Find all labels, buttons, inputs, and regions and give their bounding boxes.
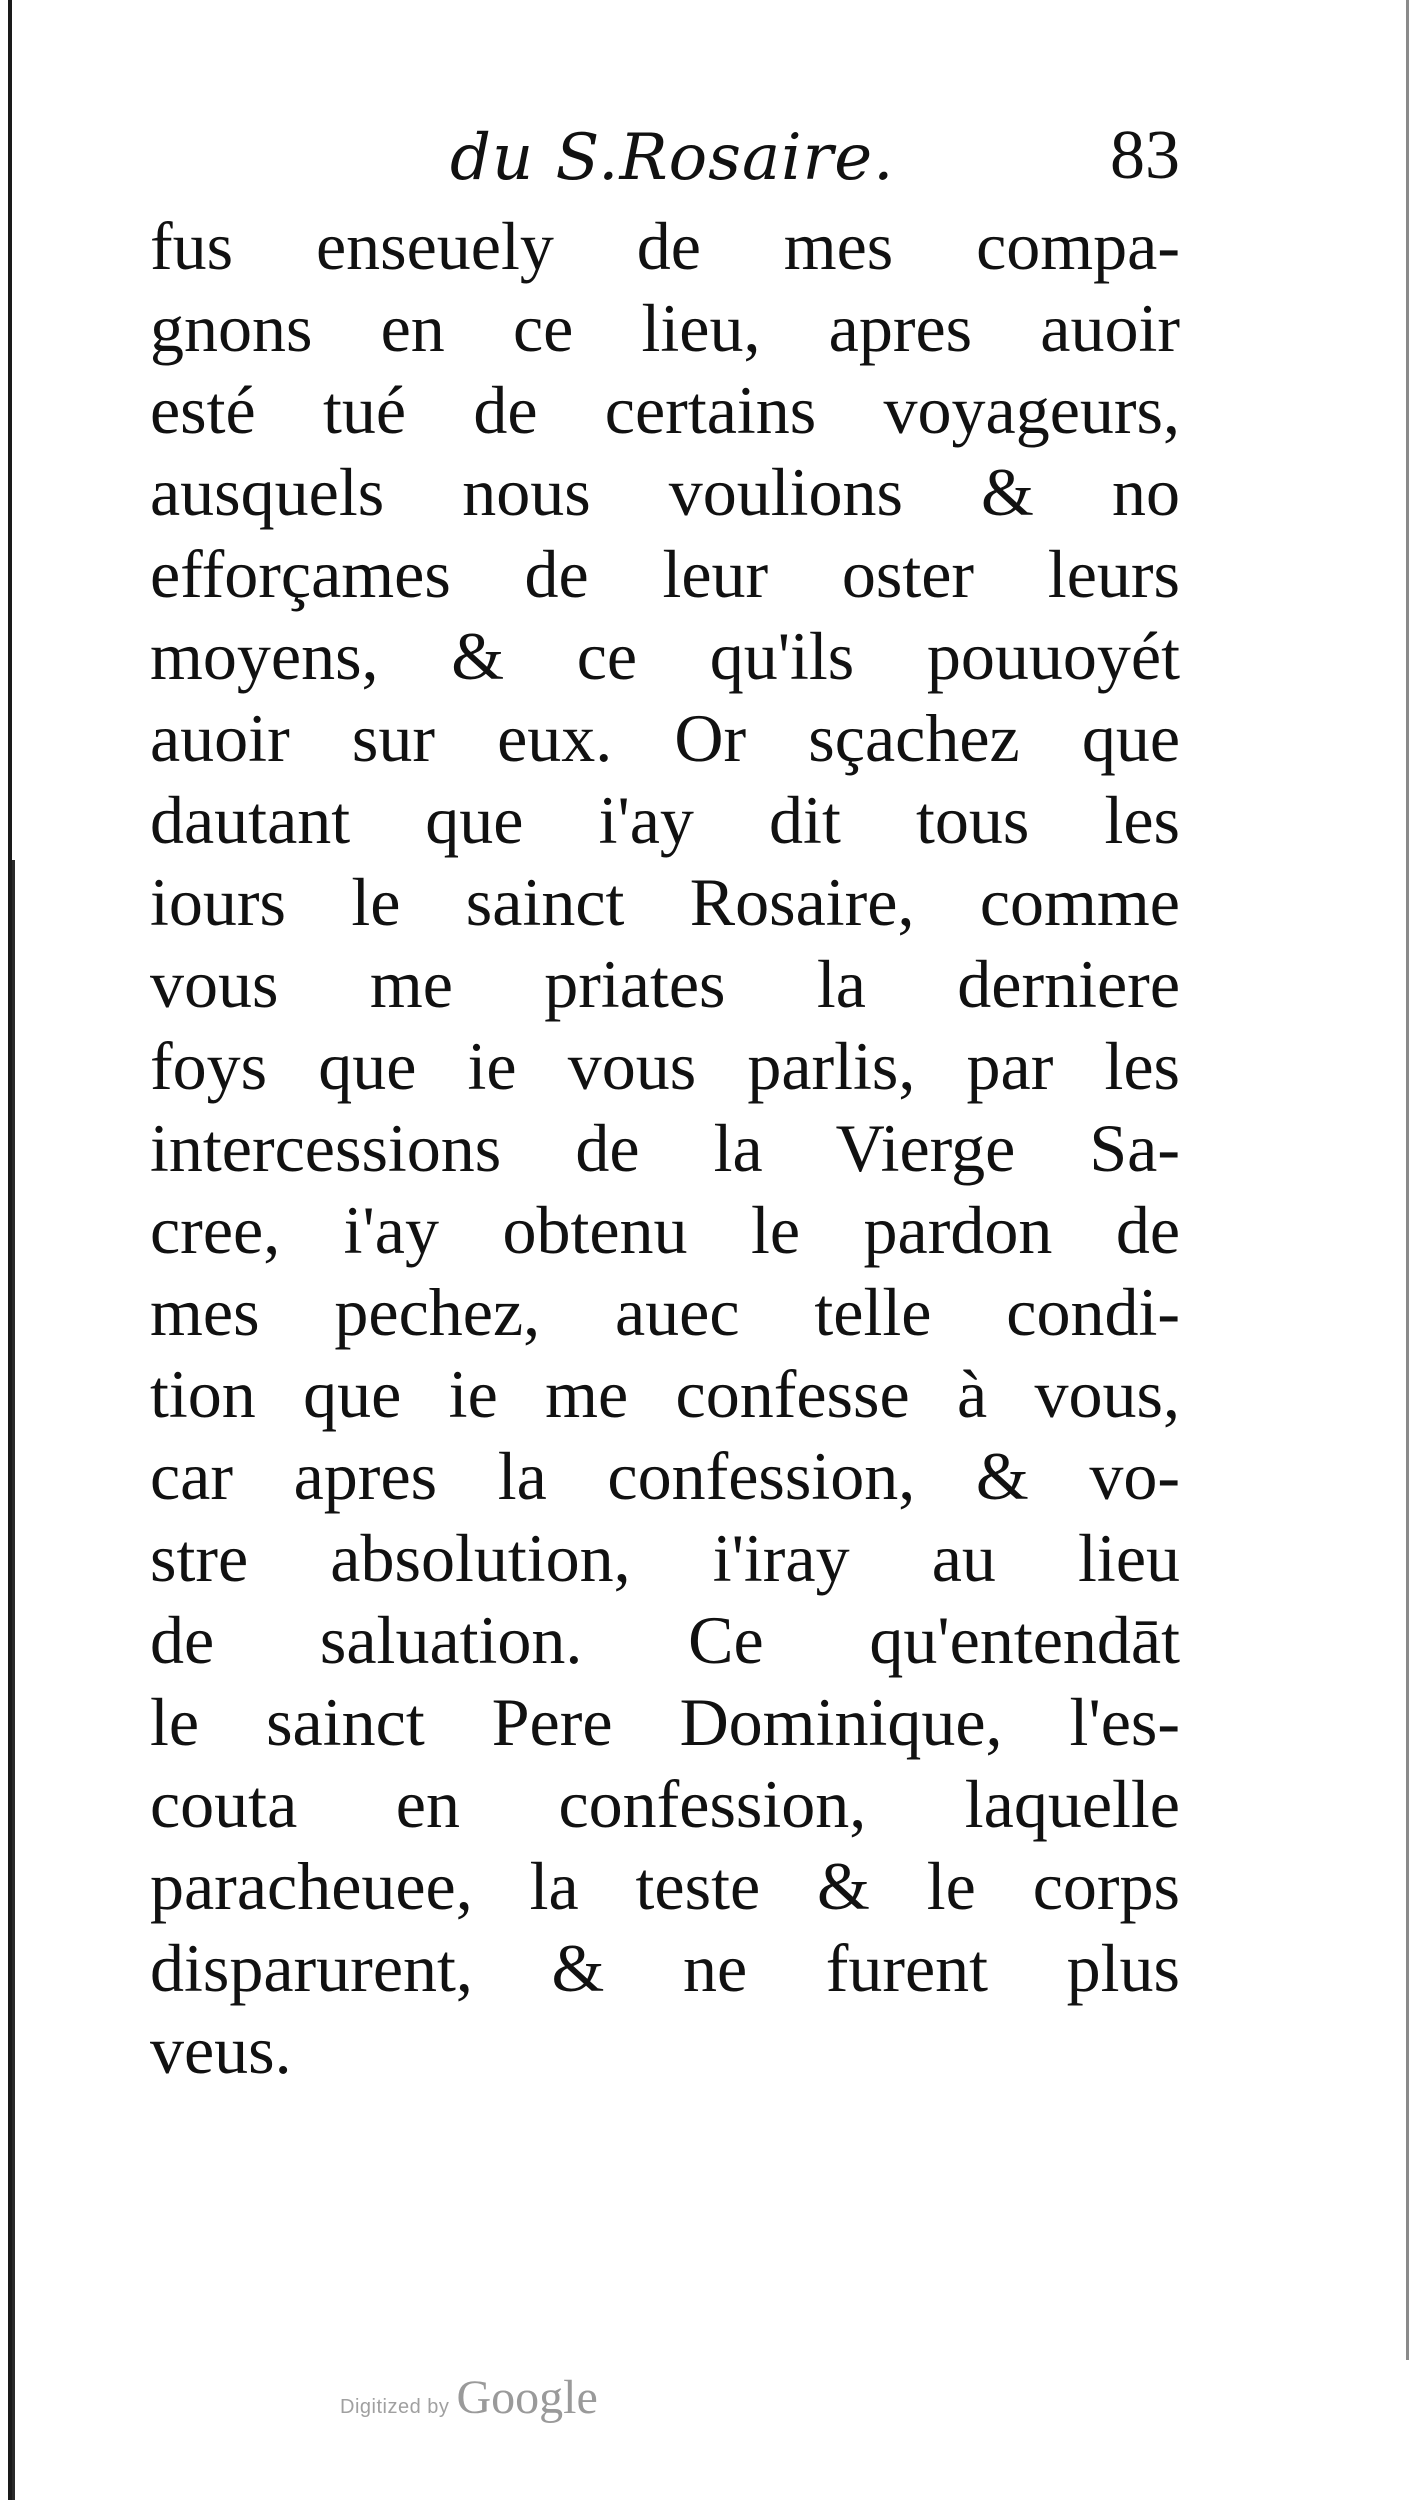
text-line: couta en confession, laquelle (150, 1766, 1180, 1842)
running-title: du S.Rosaire. (450, 121, 895, 195)
text-line: foys que ie vous parlis, par les (150, 1028, 1180, 1104)
text-line: mes pechez, auec telle condi- (150, 1274, 1180, 1350)
text-line: tion que ie me confesse à vous, (150, 1356, 1180, 1432)
text-line: gnons en ce lieu, apres auoir (150, 290, 1180, 366)
text-line: efforçames de leur oster leurs (150, 536, 1180, 612)
text-line: auoir sur eux. Or sçachez que (150, 700, 1180, 776)
text-line: moyens, & ce qu'ils pouuoyét (150, 618, 1180, 694)
text-line: car apres la confession, & vo- (150, 1438, 1180, 1514)
right-page-edge (1406, 0, 1409, 2360)
text-line: cree, i'ay obtenu le pardon de (150, 1192, 1180, 1268)
digitized-by-google-watermark (340, 2370, 598, 2440)
text-line: ausquels nous voulions & no (150, 454, 1180, 530)
text-line: dautant que i'ay dit tous les (150, 782, 1180, 858)
text-line: le sainct Pere Dominique, l'es- (150, 1684, 1180, 1760)
text-line-last: veus. (150, 2012, 292, 2088)
text-line: de saluation. Ce qu'entendāt (150, 1602, 1180, 1678)
text-line: vous me priates la derniere (150, 946, 1180, 1022)
body-text (150, 205, 1180, 2091)
text-line: fus enseuely de mes compa- (150, 208, 1180, 284)
text-line: disparurent, & ne furent plus (150, 1930, 1180, 2006)
page-header (150, 118, 1180, 208)
text-line: iours le sainct Rosaire, comme (150, 864, 1180, 940)
google-logo: Google (456, 2371, 598, 2424)
text-line: esté tué de certains voyageurs, (150, 372, 1180, 448)
page-number: 83 (1110, 117, 1180, 194)
text-line: paracheuee, la teste & le corps (150, 1848, 1180, 1924)
text-line: stre absolution, i'iray au lieu (150, 1520, 1180, 1596)
digitized-label: Digitized by (340, 2396, 450, 2418)
left-page-edge-inner (12, 860, 15, 2500)
text-line: intercessions de la Vierge Sa- (150, 1110, 1180, 1186)
